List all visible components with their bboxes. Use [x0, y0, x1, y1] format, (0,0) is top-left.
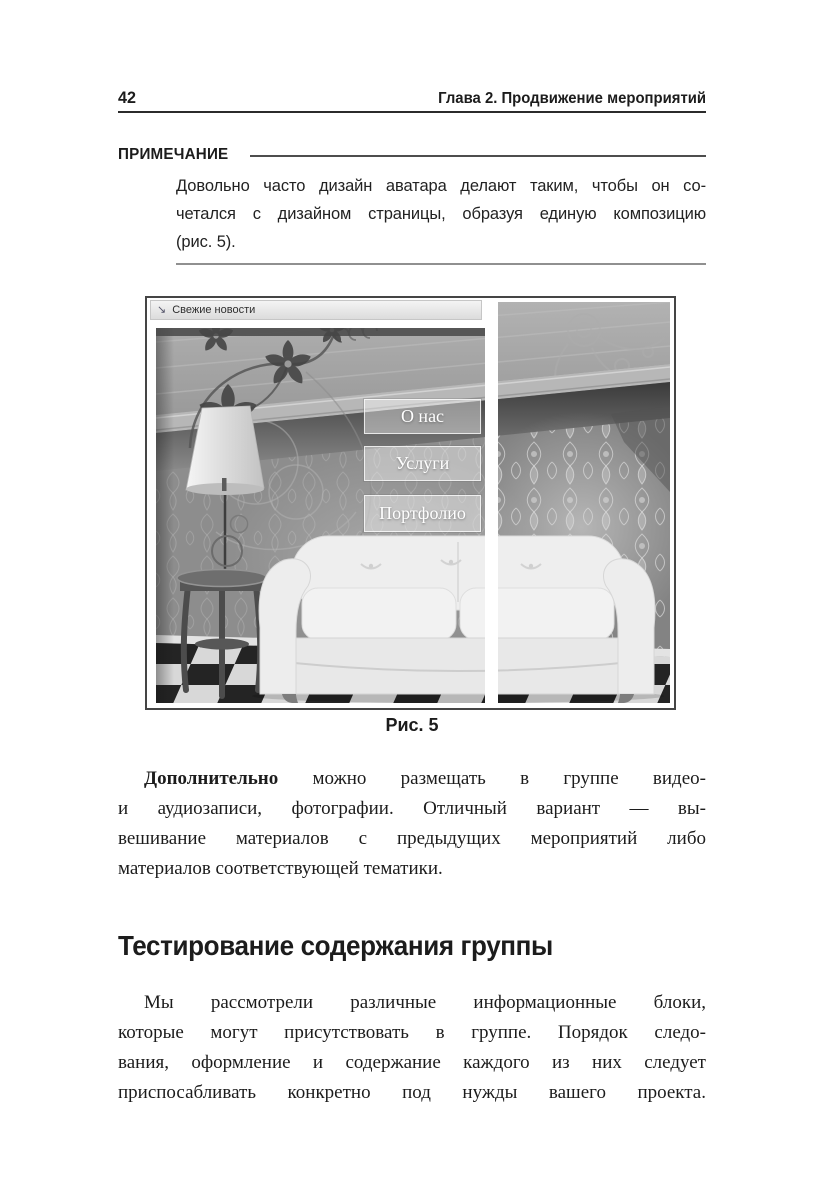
- section-heading: Тестирование содержания группы: [118, 930, 553, 961]
- running-header: [118, 82, 706, 113]
- paragraph-line: вания, оформление и содержание каждого из них следует: [118, 1052, 706, 1073]
- figure-image: [145, 296, 676, 710]
- collapse-arrow-icon: ↘: [157, 303, 167, 316]
- widget-title: Свежие новости: [172, 304, 256, 316]
- menu-button-services[interactable]: Услуги: [364, 446, 481, 481]
- paragraph-line: Мы рассмотрели различные информационные блоки,: [144, 992, 706, 1013]
- paragraph-line: приспосабливать конкретно под нужды вашего проекта.: [118, 1082, 706, 1103]
- note-head-rule: [250, 155, 706, 157]
- note-head: [118, 146, 706, 164]
- running-title: Глава 2. Продвижение мероприятий: [438, 90, 706, 107]
- figure-caption: Рис. 5: [385, 715, 439, 735]
- note-text: [176, 172, 706, 256]
- image-split-gap: [485, 298, 498, 708]
- note-block: [118, 146, 706, 265]
- note-text-line: (рис. 5).: [176, 233, 236, 251]
- menu-button-portfolio[interactable]: Портфолио: [364, 495, 481, 532]
- menu-button-about[interactable]: О нас: [364, 399, 481, 434]
- paragraph-line: вешивание материалов с предыдущих мероприятий либо: [118, 828, 706, 849]
- widget-titlebar-zone: [147, 298, 485, 328]
- note-label: ПРИМЕЧАНИЕ: [118, 146, 229, 163]
- widget-titlebar[interactable]: [150, 300, 482, 320]
- paragraph-line: которые могут присутствовать в группе. Порядок следо-: [118, 1022, 706, 1043]
- paragraph-line: Дополнительно можно размещать в группе видео-: [144, 768, 706, 789]
- body-paragraph: [118, 764, 706, 884]
- paragraph-lead-bold: Дополнительно: [144, 768, 279, 789]
- paragraph-line: материалов соответствующей тематики.: [118, 858, 443, 879]
- page-number: 42: [118, 88, 136, 107]
- section-paragraph: [118, 988, 706, 1108]
- note-text-line: Довольно часто дизайн аватара делают таким, чтобы он со-: [176, 177, 706, 195]
- note-end-rule: [176, 263, 706, 265]
- paragraph-line: и аудиозаписи, фотографии. Отличный вариант — вы-: [118, 798, 706, 819]
- note-text-line: четался с дизайном страницы, образуя единую композицию: [176, 205, 706, 223]
